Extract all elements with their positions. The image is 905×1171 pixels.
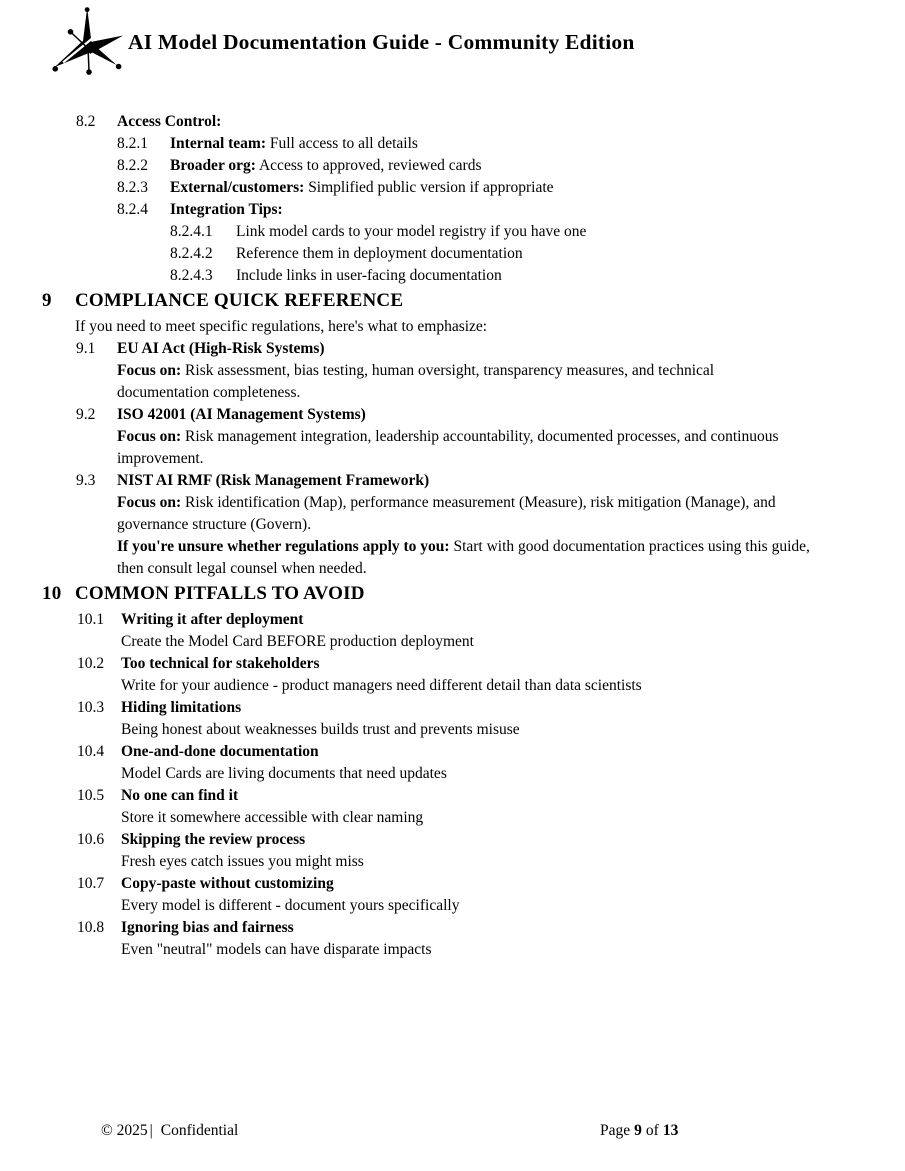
item-label: Copy-paste without customizing — [121, 875, 334, 892]
document-header — [52, 6, 635, 78]
numbered-item — [0, 697, 905, 719]
item-text: Full access to all details — [266, 135, 418, 152]
item-label: NIST AI RMF (Risk Management Framework) — [117, 472, 430, 489]
item-label: External/customers: — [170, 179, 305, 196]
item-label: No one can find it — [121, 787, 239, 804]
section-heading — [0, 581, 905, 607]
numbered-item — [0, 243, 905, 265]
numbered-item — [0, 873, 905, 895]
item-number: 10.4 — [77, 743, 105, 760]
item-label: Internal team: — [170, 135, 266, 152]
text-line — [0, 851, 905, 873]
document-body — [0, 111, 905, 961]
item-number: 8.2.4.1 — [170, 223, 213, 240]
numbered-item — [0, 199, 905, 221]
item-number: 8.2.4 — [117, 201, 148, 218]
numbered-item — [0, 338, 905, 360]
item-label: Focus on: — [117, 428, 182, 445]
item-number: 8.2.4.3 — [170, 267, 213, 284]
item-number: 8.2 — [76, 113, 96, 130]
item-label: Focus on: — [117, 362, 182, 379]
footer-page-number — [600, 1122, 678, 1140]
item-text: If you need to meet specific regulations, here's what to emphasize: — [75, 318, 488, 335]
item-text: Reference them in deployment documentation — [236, 245, 523, 262]
item-label: One-and-done documentation — [121, 743, 319, 760]
item-text: Risk management integration, leadership accountability, documented processes, and continuous — [181, 428, 779, 445]
copyright-text: © 2025 — [101, 1122, 148, 1139]
item-number: 9.3 — [76, 472, 96, 489]
numbered-item — [0, 470, 905, 492]
text-line — [0, 558, 905, 580]
item-label: Writing it after deployment — [121, 611, 304, 628]
item-label: COMMON PITFALLS TO AVOID — [75, 583, 365, 604]
item-text: improvement. — [117, 450, 204, 467]
item-label: Hiding limitations — [121, 699, 242, 716]
item-text: Create the Model Card BEFORE production deployment — [121, 633, 474, 650]
item-text: Store it somewhere accessible with clear naming — [121, 809, 424, 826]
item-text: Write for your audience - product managers need different detail than data scientists — [121, 677, 642, 694]
item-text: Model Cards are living documents that need updates — [121, 765, 447, 782]
text-line — [0, 448, 905, 470]
numbered-item — [0, 221, 905, 243]
page-label: Page — [600, 1122, 631, 1139]
text-line — [0, 492, 905, 514]
item-number: 10.2 — [77, 655, 105, 672]
item-label: Skipping the review process — [121, 831, 306, 848]
page-number-value: 9 — [634, 1122, 642, 1139]
item-label: Integration Tips: — [170, 201, 283, 218]
item-text: Fresh eyes catch issues you might miss — [121, 853, 364, 870]
item-number: 9.1 — [76, 340, 96, 357]
text-line — [0, 536, 905, 558]
item-number: 10.7 — [77, 875, 105, 892]
item-label: Access Control: — [117, 113, 222, 130]
item-text: Include links in user-facing documentation — [236, 267, 502, 284]
item-text: Simplified public version if appropriate — [304, 179, 554, 196]
numbered-item — [0, 155, 905, 177]
item-label: Focus on: — [117, 494, 182, 511]
item-text: then consult legal counsel when needed. — [117, 560, 367, 577]
numbered-item — [0, 265, 905, 287]
text-line — [0, 514, 905, 536]
text-line — [0, 360, 905, 382]
item-text: Start with good documentation practices using this guide, — [449, 538, 810, 555]
document-title: AI Model Documentation Guide - Community Edition — [128, 29, 635, 54]
item-number: 10.5 — [77, 787, 105, 804]
item-number: 10.6 — [77, 831, 105, 848]
item-label: Too technical for stakeholders — [121, 655, 320, 672]
text-line — [0, 895, 905, 917]
item-text: Access to approved, reviewed cards — [255, 157, 482, 174]
item-label: COMPLIANCE QUICK REFERENCE — [75, 290, 404, 311]
footer-separator: | — [149, 1122, 153, 1139]
numbered-item — [0, 785, 905, 807]
numbered-item — [0, 653, 905, 675]
item-number: 8.2.1 — [117, 135, 148, 152]
numbered-item — [0, 177, 905, 199]
item-label: EU AI Act (High-Risk Systems) — [117, 340, 325, 357]
item-number: 8.2.3 — [117, 179, 148, 196]
numbered-item — [0, 111, 905, 133]
item-label: Broader org: — [170, 157, 256, 174]
item-number: 10.3 — [77, 699, 105, 716]
text-line — [0, 763, 905, 785]
confidential-label: Confidential — [160, 1122, 239, 1139]
section-heading — [0, 288, 905, 314]
numbered-item — [0, 917, 905, 939]
item-number: 9 — [42, 290, 52, 311]
text-line — [0, 316, 905, 338]
text-line — [0, 719, 905, 741]
numbered-item — [0, 404, 905, 426]
item-text: Risk identification (Map), performance measurement (Measure), risk mitigation (Manage), and — [181, 494, 776, 511]
item-number: 8.2.2 — [117, 157, 148, 174]
total-pages-value: 13 — [662, 1122, 679, 1139]
item-label: If you're unsure whether regulations apply to you: — [117, 538, 450, 555]
item-text: Every model is different - document yours specifically — [121, 897, 460, 914]
item-text: documentation completeness. — [117, 384, 301, 401]
text-line — [0, 382, 905, 404]
item-number: 9.2 — [76, 406, 96, 423]
item-number: 10.8 — [77, 919, 105, 936]
item-label: ISO 42001 (AI Management Systems) — [117, 406, 366, 423]
text-line — [0, 675, 905, 697]
item-text: Link model cards to your model registry if you have one — [236, 223, 587, 240]
numbered-item — [0, 741, 905, 763]
item-text: Risk assessment, bias testing, human oversight, transparency measures, and technical — [181, 362, 715, 379]
item-number: 10.1 — [77, 611, 105, 628]
numbered-item — [0, 609, 905, 631]
item-number: 10 — [42, 583, 62, 604]
item-text: Being honest about weaknesses builds trust and prevents misuse — [121, 721, 520, 738]
text-line — [0, 939, 905, 961]
footer-copyright — [101, 1122, 238, 1140]
text-line — [0, 807, 905, 829]
numbered-item — [0, 829, 905, 851]
text-line — [0, 631, 905, 653]
text-line — [0, 426, 905, 448]
starburst-logo-icon — [52, 6, 126, 78]
numbered-item — [0, 133, 905, 155]
item-text: Even "neutral" models can have disparate impacts — [121, 941, 432, 958]
of-label: of — [645, 1122, 659, 1139]
item-number: 8.2.4.2 — [170, 245, 213, 262]
item-label: Ignoring bias and fairness — [121, 919, 294, 936]
item-text: governance structure (Govern). — [117, 516, 312, 533]
